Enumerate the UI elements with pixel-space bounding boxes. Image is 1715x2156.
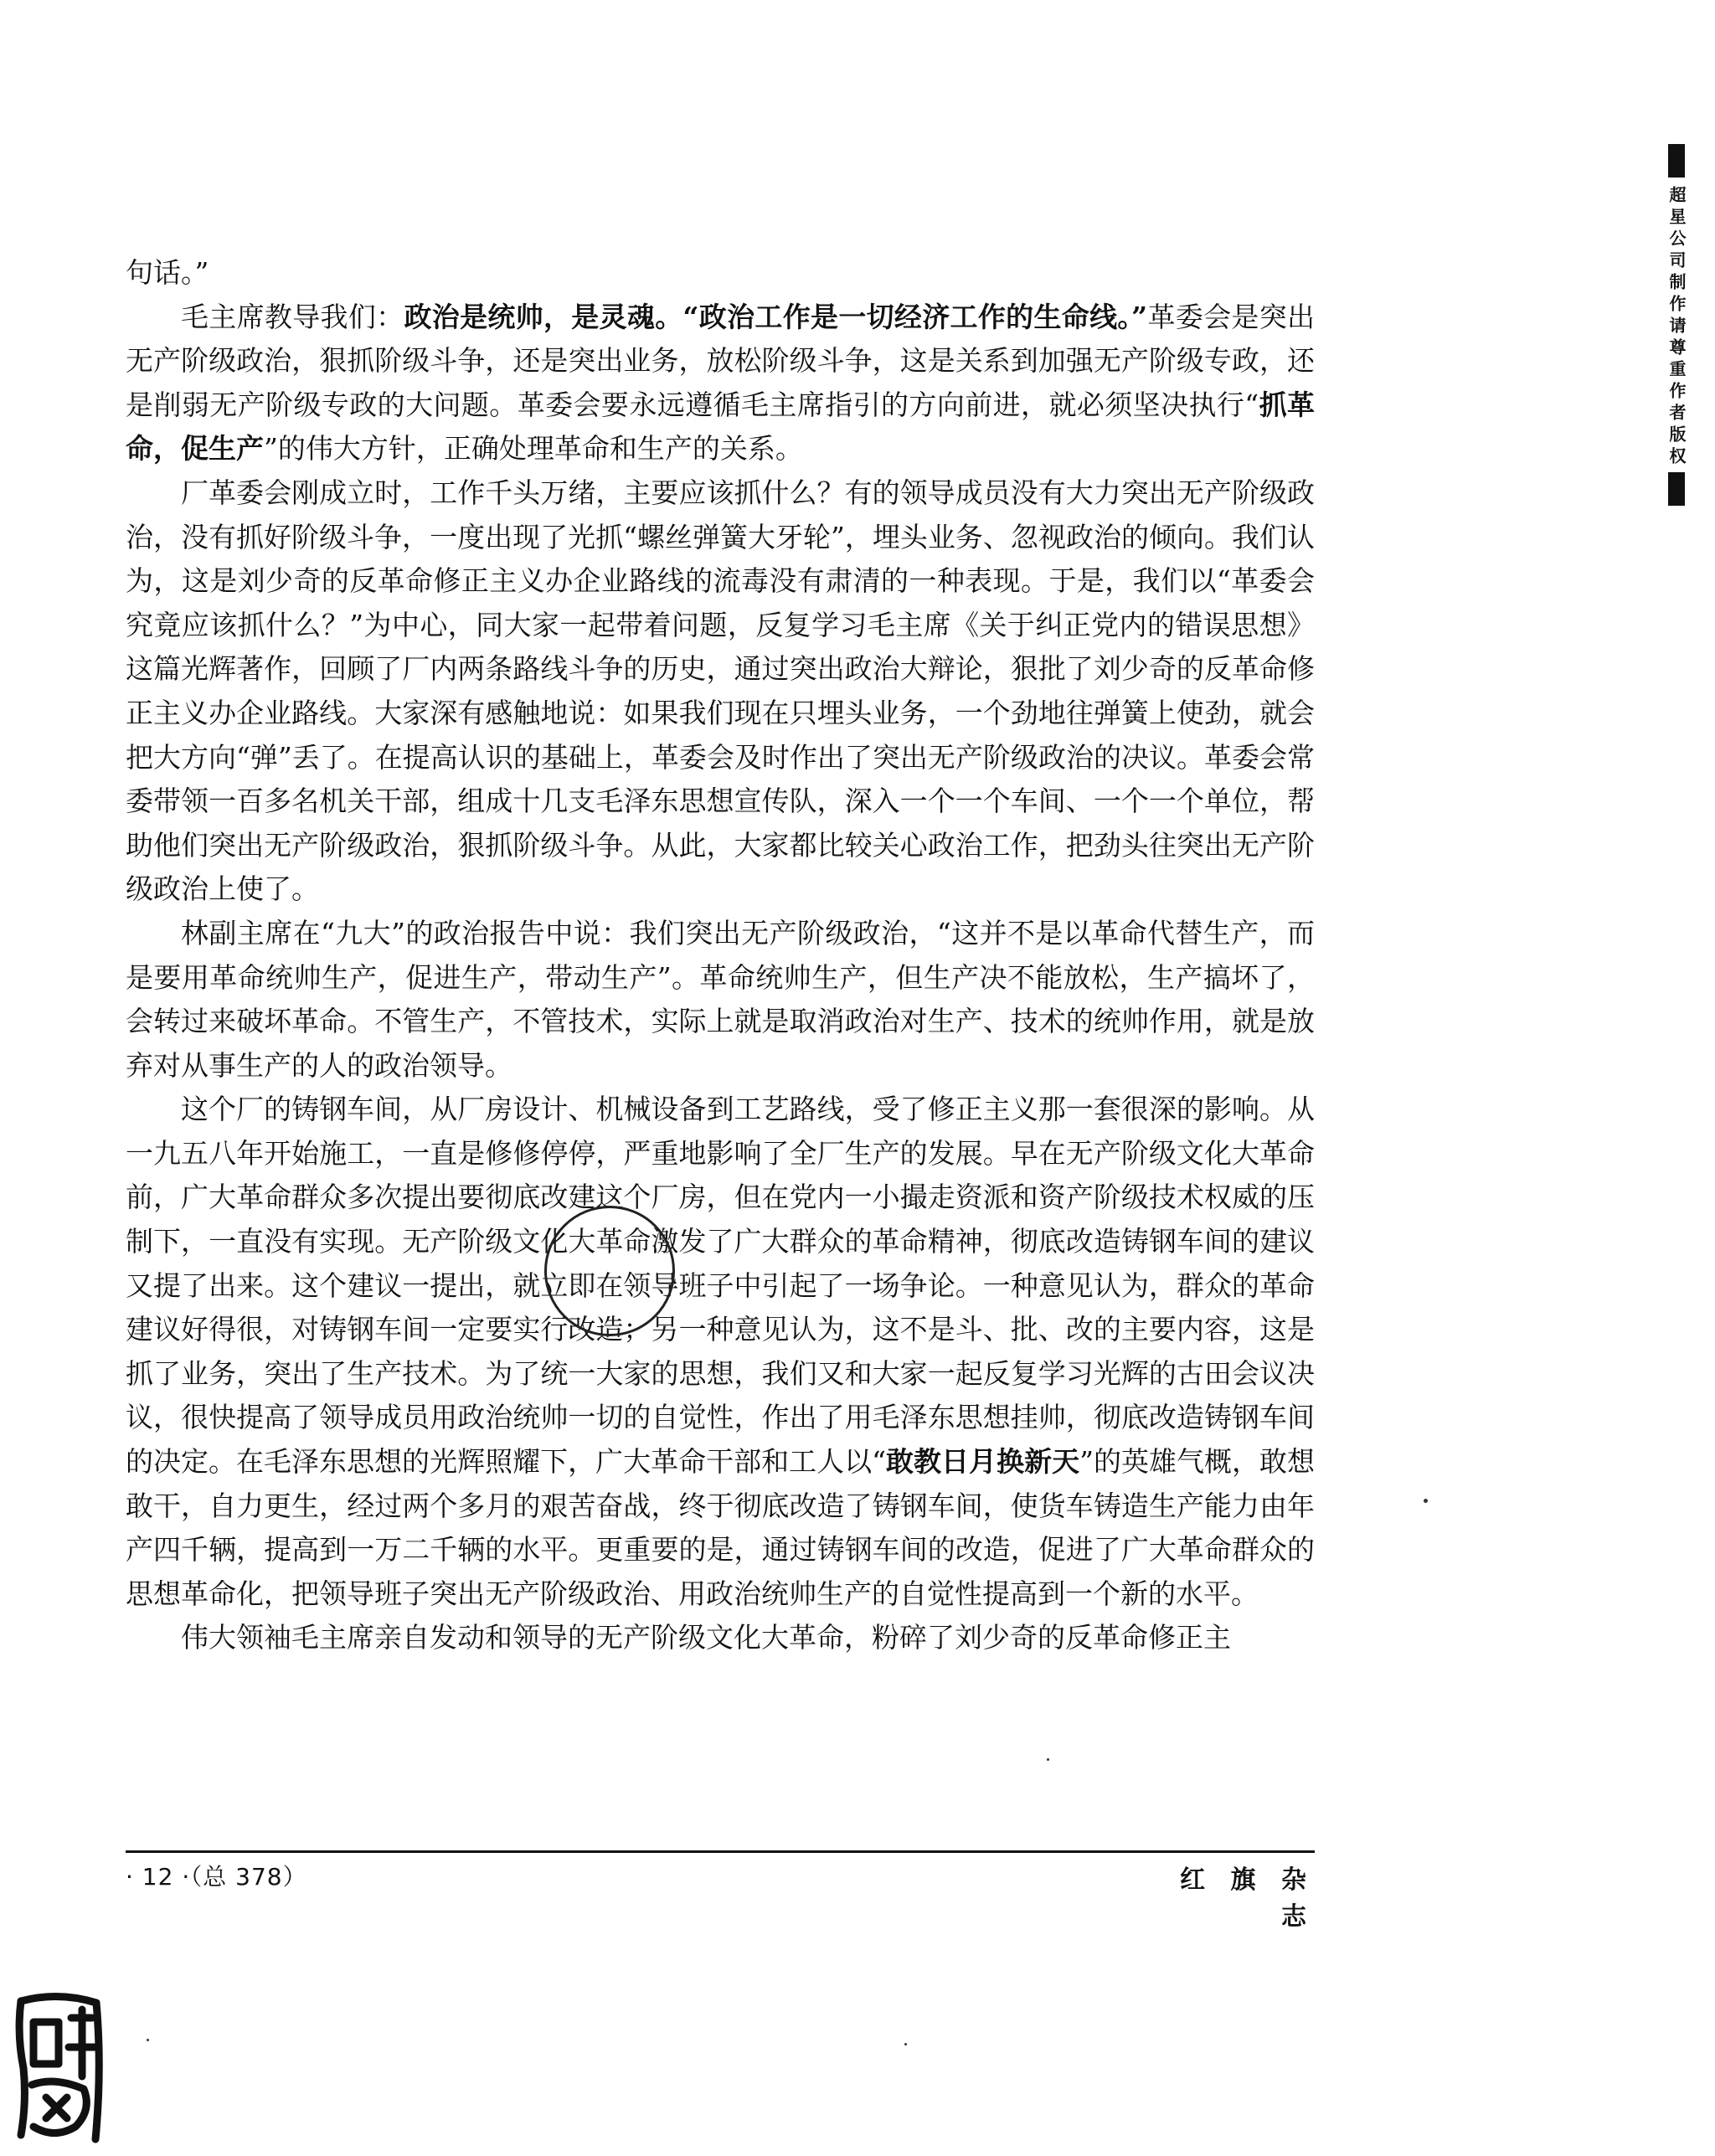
p1-text-c: 革委会是突出无产阶级政治，狠抓阶级斗争，还是突出业务，放松阶级斗争，这是关系到加强无产阶级专政，还是削弱无产阶级专政的大问题。革委会要永远遵循毛主席指引的方向前进，就必须坚决执行“ (126, 300, 1316, 421)
paragraph-5: 伟大领袖毛主席亲自发动和领导的无产阶级文化大革命，粉碎了刘少奇的反革命修正主 (181, 1621, 1231, 1654)
p4-text-a: 这个厂的铸钢车间，从厂房设计、机械设备到工艺路线，受了修正主义那一套很深的影响。从一九五八年开始施工，一直是修修停停，严重地影响了全厂生产的发展。早在无产阶级文化大革命前，广大革命群众多次提出要彻底改建这个厂房，但在党内一小撮走资派和资产阶级技术权威的压制下，一直没有实现。无产阶级文化大革命激发了广大群众的革命精神，彻底改造铸钢车间的建议又提了出来。这个建议一提出，就立即在领导班子中引起了一场争论。一种意见认为，群众的革命建议好得很，对铸钢车间一定要实行改造；另一种意见认为，这不是斗、批、改的主要内容，这是抓了业务，突出了生产技术。为了统一大家的思想，我们又和大家一起反复学习光辉的古田会议决议，很快提高了领导成员用政治统帅一切的自觉性，作出了用毛泽东思想挂帅，彻底改造铸钢车间的决定。在毛泽东思想的光辉照耀下，广大革命干部和工人以“ (126, 1093, 1315, 1479)
sidebar-top-bar (1668, 144, 1685, 178)
journal-name: 红 旗 杂 志 (1180, 1865, 1315, 1932)
p4-text-c: ”的英雄气概，敢想敢干，自力更生，经过两个多月的艰苦奋战，终于彻底改造了铸钢车间，使货车铸造生产能力由年产四千辆，提高到一万二千辆的水平。更重要的是，通过铸钢车间的改造，促进了广大革命群众的思想革命化，把领导班子突出无产阶级政治、用政治统帅生产的自觉性提高到一个新的水平。 (126, 1445, 1315, 1610)
paragraph-2: 厂革委会刚成立时，工作千头万绪，主要应该抓什么？有的领导成员没有大力突出无产阶级政治，没有抓好阶级斗争，一度出现了光抓“螺丝弹簧大牙轮”，埋头业务、忽视政治的倾向。我们认为，这是刘少奇的反革命修正主义办企业路线的流毒没有肃清的一种表现。于是，我们以“革委会究竟应该抓什么？”为中心，同大家一起带着问题，反复学习毛主席《关于纠正党内的错误思想》这篇光辉著作，回顾了厂内两条路线斗争的历史，通过突出政治大辩论，狠批了刘少奇的反革命修正主义办企业路线。大家深有感触地说：如果我们现在只埋头业务，一个劲地往弹簧上使劲，就会把大方向“弹”丢了。在提高认识的基础上，革委会及时作出了突出无产阶级政治的决议。革委会常委带领一百多名机关干部，组成十几支毛泽东思想宣传队，深入一个一个车间、一个一个单位，帮助他们突出无产阶级政治，狠抓阶级斗争。从此，大家都比较关心政治工作，把劲头往突出无产阶级政治上使了。 (126, 476, 1315, 906)
scan-speck (1424, 1499, 1428, 1503)
hand-drawn-circle-mark (544, 1206, 675, 1336)
page-number: · 12 ·（总 378） (126, 1863, 307, 1891)
paragraph-3: 林副主席在“九大”的政治报告中说：我们突出无产阶级政治，“这并不是以革命代替生产，而是要用革命统帅生产，促进生产，带动生产”。革命统帅生产，但生产决不能放松，生产搞坏了，会转过来破坏革命。不管生产，不管技术，实际上就是取消政治对生产、技术的统帅作用，就是放弃对从事生产的人的政治领导。 (126, 916, 1315, 1082)
paragraph-4 (126, 1088, 1315, 1616)
paragraph-0: 句话。” (126, 256, 209, 289)
p1-text-a: 毛主席教导我们： (181, 300, 404, 333)
p1-text-e: ”的伟大方针，正确处理革命和生产的关系。 (264, 432, 803, 466)
copyright-sidebar (1662, 141, 1691, 514)
library-seal-stamp (8, 1984, 109, 2152)
scan-speck (1047, 1758, 1049, 1761)
sidebar-copyright-text: 超星公司制作请尊重作者版权 (1666, 186, 1687, 469)
p4-bold-slogan: 敢教日月换新天 (886, 1445, 1080, 1479)
footer-rule (126, 1850, 1315, 1853)
p1-bold-slogan: 抓革命，促生产 (126, 388, 1316, 466)
scan-speck (904, 2043, 907, 2045)
scan-speck (147, 2039, 149, 2041)
article-body (126, 251, 1315, 1660)
sidebar-bottom-bar (1668, 472, 1685, 506)
p1-bold-quote: 政治是统帅，是灵魂。“政治工作是一切经济工作的生命线。” (404, 300, 1148, 333)
paragraph-1 (126, 296, 1315, 471)
